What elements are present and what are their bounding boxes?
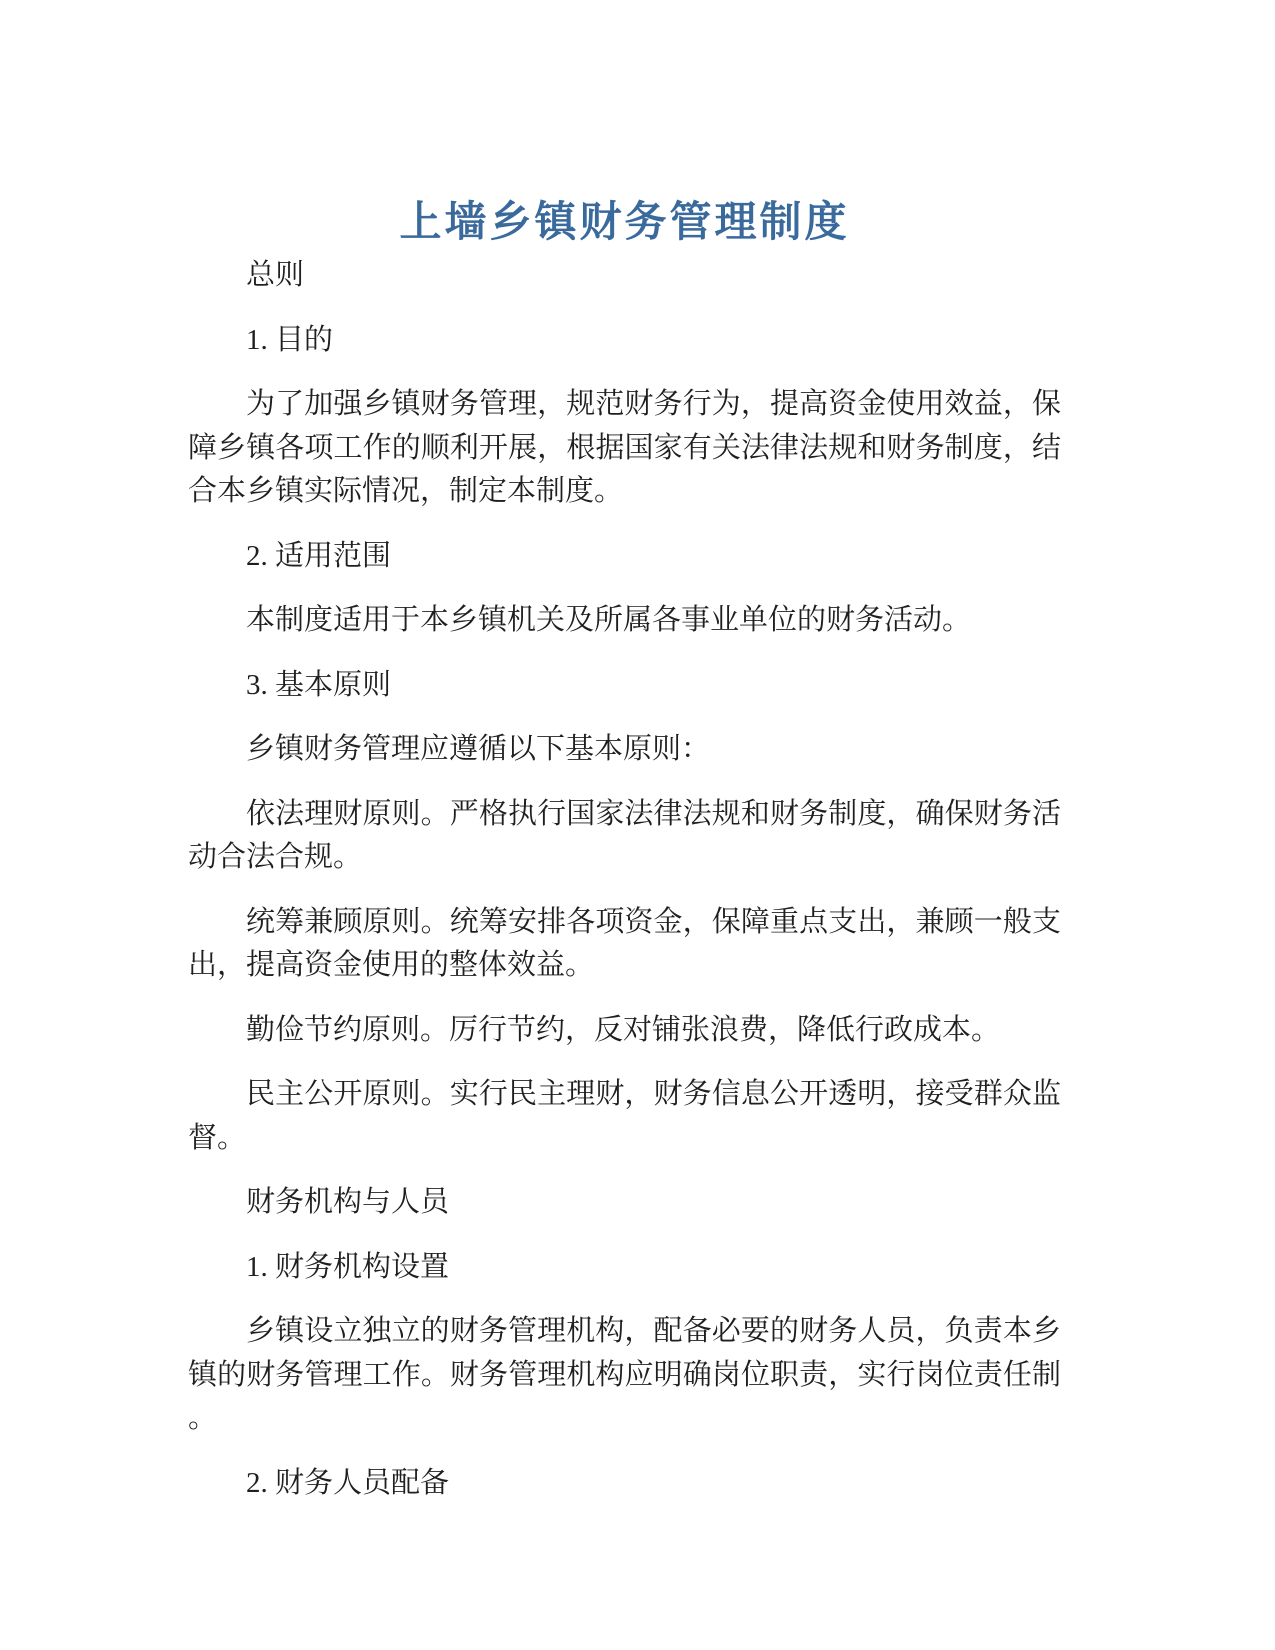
section-heading-finance-org-personnel: 财务机构与人员: [246, 1186, 450, 1218]
heading-basic-principles: 3. 基本原则: [246, 668, 392, 701]
heading-finance-staffing: 2. 财务人员配备: [246, 1466, 450, 1499]
paragraph-principle-lawful-finance: 依法理财原则。严格执行国家法律法规和财务制度，确保财务活动合法合规。: [188, 797, 1061, 873]
section-heading-general-provisions: 总则: [246, 259, 305, 291]
heading-finance-org-setup: 1. 财务机构设置: [246, 1250, 450, 1283]
paragraph-principles-intro: 乡镇财务管理应遵循以下基本原则：: [246, 733, 711, 765]
document-title: 上墙乡镇财务管理制度: [399, 198, 850, 245]
paragraph-principle-thrift: 勤俭节约原则。厉行节约，反对铺张浪费，降低行政成本。: [246, 1013, 1001, 1046]
paragraph-scope-body: 本制度适用于本乡镇机关及所属各事业单位的财务活动。: [246, 604, 972, 636]
heading-scope: 2. 适用范围: [246, 539, 392, 572]
paragraph-principle-overall-planning: 统筹兼顾原则。统筹安排各项资金，保障重点支出，兼顾一般支出，提高资金使用的整体效益。: [188, 905, 1061, 981]
paragraph-finance-org-setup-body: 乡镇设立独立的财务管理机构，配备必要的财务人员，负责本乡镇的财务管理工作。财务管理机构应明确岗位职责，实行岗位责任制。: [188, 1315, 1061, 1434]
paragraph-principle-democratic-openness: 民主公开原则。实行民主理财，财务信息公开透明，接受群众监督。: [188, 1078, 1061, 1154]
heading-purpose: 1. 目的: [246, 323, 334, 356]
paragraph-purpose-body: 为了加强乡镇财务管理，规范财务行为，提高资金使用效益，保障乡镇各项工作的顺利开展，根据国家有关法律法规和财务制度，结合本乡镇实际情况，制定本制度。: [188, 388, 1061, 507]
